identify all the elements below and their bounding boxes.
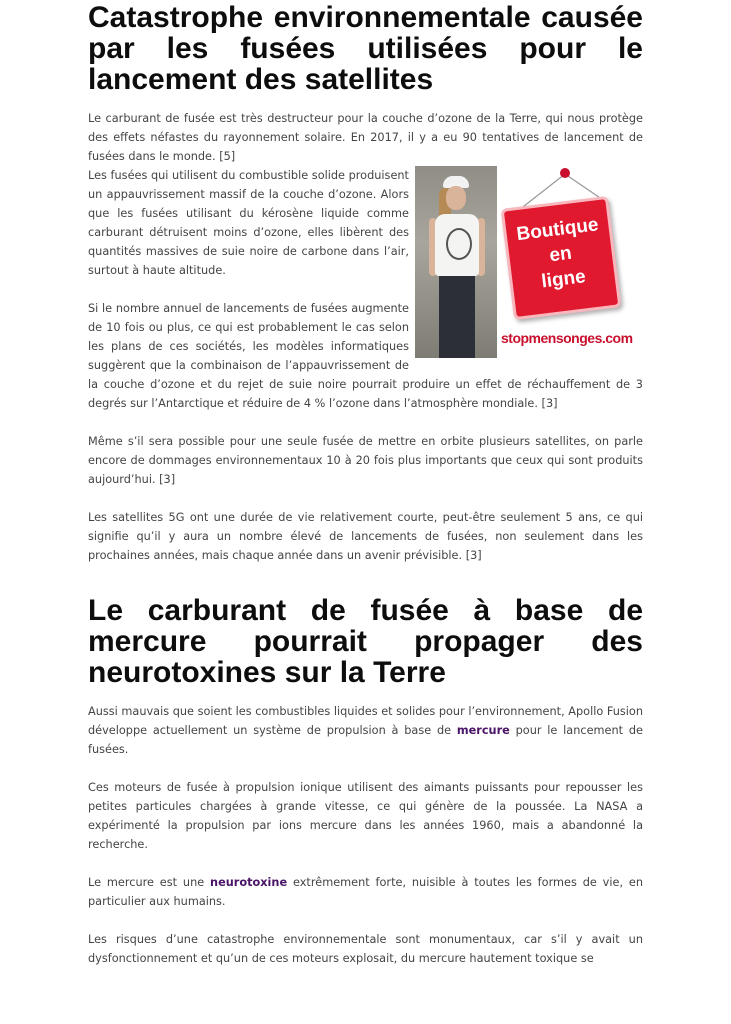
paragraph-apollo-fusion: Aussi mauvais que soient les combustibles liquides et solides pour l’environnement, Apollo Fusion développe actuellement un système de propulsion à base de mercure pour le lancement de fusées. <box>88 705 644 756</box>
sign-text-line2: en <box>548 242 573 267</box>
paragraph-solid-fuel: Les fusées qui utilisent du combustible solide produisent un appauvrissement massif de la couche d’ozone. Alors que les fusées utilisant du kérosène liquide comme carburant détruisent moins d’ozone, elles libèrent des quantités massives de suie noire de carbone dans l’air, surtout à haute altitude. <box>88 169 409 277</box>
sign-board <box>501 196 622 320</box>
paragraph-ion-propulsion: Ces moteurs de fusée à propulsion ionique utilisent des aimants puissants pour repousser les petites particules chargées à grande vitesse, ce qui génère de la poussée. La NASA a expérimenté la propulsion par ions mercure dans les années 1960, mais a abandonné la recherche. <box>88 781 643 851</box>
neurotoxine-link[interactable]: neurotoxine <box>210 876 288 889</box>
article-body <box>88 2 643 968</box>
mercure-link[interactable]: mercure <box>456 724 510 737</box>
paragraph-catastrophe-risk: Les risques d’une catastrophe environnementale sont monumentaux, car s’il y avait un dysfonctionnement et qu’un de ces moteurs explosait, du mercure hautement toxique se <box>88 933 643 965</box>
paragraph-neurotoxin: Le mercure est une neurotoxine extrêmement forte, nuisible à toutes les formes de vie, en particulier aux humains. <box>88 876 643 908</box>
sign-text-line3: ligne <box>540 266 587 293</box>
shop-ad-image[interactable] <box>415 166 643 358</box>
tshirt-model-photo <box>415 166 497 358</box>
paragraph-launch-increase: Si le nombre annuel de lancements de fusées augmente de 10 fois ou plus, ce qui est probablement le cas selon les plans de ces sociétés, les modèles informatiques suggèrent que la combinaison de l’appauvrissement de la couche d’ozone et du rejet de suie noire pourrait produire un effet de réchauffement de 3 degrés sur l’Antarctique et réduire de 4 % l’ozone dans l’atmosphère mondiale. [3] <box>88 302 643 410</box>
paragraph-5g-satellites: Les satellites 5G ont une durée de vie relativement courte, peut-être seulement 5 ans, ce qui signifie qu’il y aura un nombre élevé de lancements de fusées, non seulement dans les prochaines années, mais chaque année dans un avenir prévisible. [3] <box>88 511 643 562</box>
brand-logo: stopmensonges.com <box>501 330 633 346</box>
section-title-rocket-pollution: Catastrophe environnementale causée par les fusées utilisées pour le lancement des satellites <box>88 1 643 96</box>
paragraph-ozone-intro: Le carburant de fusée est très destructeur pour la couche d’ozone de la Terre, qui nous protège des effets néfastes du rayonnement solaire. En 2017, il y a eu 90 tentatives de lancement de fusées dans le monde. [5] <box>88 112 643 163</box>
pin-icon <box>560 168 570 178</box>
sign-text-line1: Boutique <box>515 214 600 246</box>
shop-sign <box>497 166 643 358</box>
paragraph-environmental-damage: Même s’il sera possible pour une seule fusée de mettre en orbite plusieurs satellites, on parle encore de dommages environnementaux 10 à 20 fois plus importants que ceux qui sont produits aujourd’hui. [3] <box>88 435 643 486</box>
section-title-mercury-fuel: Le carburant de fusée à base de mercure pourrait propager des neurotoxines sur la Terre <box>88 594 643 689</box>
